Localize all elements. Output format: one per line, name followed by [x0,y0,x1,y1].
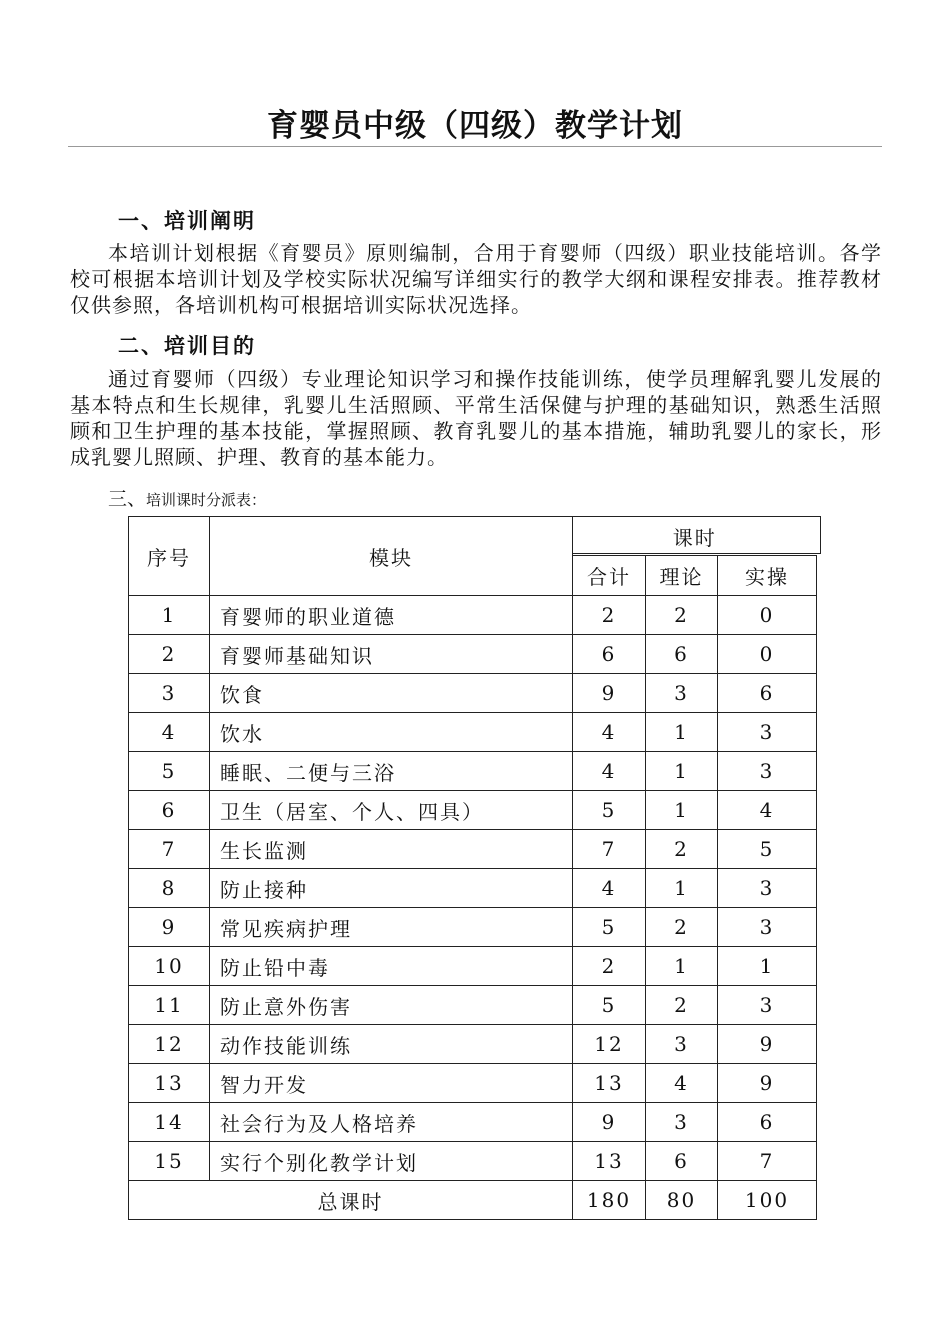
cell-index: 3 [129,674,210,713]
cell-theory: 1 [646,713,718,752]
cell-theory: 2 [646,908,718,947]
table-row [129,908,817,947]
header-theory: 理论 [646,556,718,596]
summary-total: 180 [573,1181,646,1220]
cell-total: 5 [573,791,646,830]
cell-index: 5 [129,752,210,791]
cell-theory: 2 [646,986,718,1025]
document-title: 育婴员中级（四级）教学计划 [267,108,683,144]
cell-index: 8 [129,869,210,908]
cell-practice: 3 [718,908,817,947]
hours-header-box [572,516,821,554]
cell-total: 5 [573,908,646,947]
cell-index: 1 [129,596,210,635]
summary-label: 总课时 [129,1181,573,1220]
table-row [129,869,817,908]
cell-theory: 6 [646,635,718,674]
cell-theory: 3 [646,1103,718,1142]
cell-total: 4 [573,713,646,752]
cell-module: 实行个别化教学计划 [210,1142,573,1181]
table-row [129,986,817,1025]
cell-total: 6 [573,635,646,674]
table-row [129,596,817,635]
cell-module: 生长监测 [210,830,573,869]
hours-table [128,516,817,1220]
table-row [129,713,817,752]
cell-practice: 5 [718,830,817,869]
cell-practice: 0 [718,635,817,674]
cell-module: 卫生（居室、个人、四具） [210,791,573,830]
cell-theory: 3 [646,674,718,713]
cell-practice: 0 [718,596,817,635]
cell-practice: 6 [718,674,817,713]
cell-module: 智力开发 [210,1064,573,1103]
header-total: 合计 [573,556,646,596]
title-divider [68,146,882,147]
cell-module: 睡眠、二便与三浴 [210,752,573,791]
cell-total: 2 [573,596,646,635]
cell-index: 14 [129,1103,210,1142]
cell-theory: 6 [646,1142,718,1181]
cell-total: 13 [573,1064,646,1103]
cell-practice: 4 [718,791,817,830]
cell-theory: 1 [646,791,718,830]
cell-total: 9 [573,674,646,713]
cell-module: 育婴师基础知识 [210,635,573,674]
cell-module: 饮水 [210,713,573,752]
cell-theory: 3 [646,1025,718,1064]
header-practice: 实操 [718,556,817,596]
cell-module: 社会行为及人格培养 [210,1103,573,1142]
table-row [129,830,817,869]
cell-index: 9 [129,908,210,947]
cell-practice: 9 [718,1064,817,1103]
table-summary-row [129,1181,817,1220]
cell-module: 育婴师的职业道德 [210,596,573,635]
cell-total: 5 [573,986,646,1025]
cell-total: 4 [573,869,646,908]
section-heading-objective: 二、培训目的 [118,334,256,358]
cell-index: 7 [129,830,210,869]
cell-practice: 3 [718,986,817,1025]
cell-module: 常见疾病护理 [210,908,573,947]
cell-module: 防止铅中毒 [210,947,573,986]
cell-index: 10 [129,947,210,986]
cell-theory: 1 [646,752,718,791]
table-row [129,1142,817,1181]
header-hours: 课时 [573,517,817,556]
cell-theory: 1 [646,947,718,986]
summary-practice: 100 [718,1181,817,1220]
cell-theory: 2 [646,596,718,635]
section-text-explanation: 本培训计划根据《育婴员》原则编制，合用于育婴师（四级）职业技能培训。各学校可根据本培训计划及学校实际状况编写详细实行的教学大纲和课程安排表。推荐教材仅供参照，各培训机构可根据培训实际状况选择。 [70,241,882,317]
cell-total: 9 [573,1103,646,1142]
table-row [129,674,817,713]
cell-module: 防止接种 [210,869,573,908]
cell-practice: 6 [718,1103,817,1142]
cell-practice: 3 [718,752,817,791]
table-row [129,752,817,791]
cell-total: 13 [573,1142,646,1181]
table-row [129,947,817,986]
cell-practice: 3 [718,713,817,752]
cell-index: 13 [129,1064,210,1103]
cell-index: 2 [129,635,210,674]
cell-theory: 4 [646,1064,718,1103]
cell-index: 6 [129,791,210,830]
cell-index: 4 [129,713,210,752]
cell-total: 7 [573,830,646,869]
cell-module: 饮食 [210,674,573,713]
cell-total: 2 [573,947,646,986]
cell-module: 防止意外伤害 [210,986,573,1025]
cell-practice: 1 [718,947,817,986]
cell-module: 动作技能训练 [210,1025,573,1064]
cell-theory: 1 [646,869,718,908]
summary-theory: 80 [646,1181,718,1220]
cell-index: 15 [129,1142,210,1181]
section-heading-explanation: 一、培训阐明 [118,209,256,233]
table-row [129,791,817,830]
cell-theory: 2 [646,830,718,869]
header-index: 序号 [129,517,210,596]
cell-total: 12 [573,1025,646,1064]
table-row [129,1064,817,1103]
table-row [129,1103,817,1142]
cell-practice: 9 [718,1025,817,1064]
table-caption-number: 三、 [108,488,147,510]
header-module: 模块 [210,517,573,596]
table-row [129,1025,817,1064]
cell-total: 4 [573,752,646,791]
cell-index: 12 [129,1025,210,1064]
cell-index: 11 [129,986,210,1025]
table-caption [108,484,266,511]
table-caption-text: 培训课时分派表： [146,491,267,509]
cell-practice: 3 [718,869,817,908]
section-text-objective: 通过育婴师（四级）专业理论知识学习和操作技能训练，使学员理解乳婴儿发展的基本特点和生长规律，乳婴儿生活照顾、平常生活保健与护理的基础知识，熟悉生活照顾和卫生护理的基本技能，掌握照顾、教育乳婴儿的基本措施，辅助乳婴儿的家长，形成乳婴儿照顾、护理、教育的基本能力。 [70,367,882,469]
cell-practice: 7 [718,1142,817,1181]
table-row [129,635,817,674]
